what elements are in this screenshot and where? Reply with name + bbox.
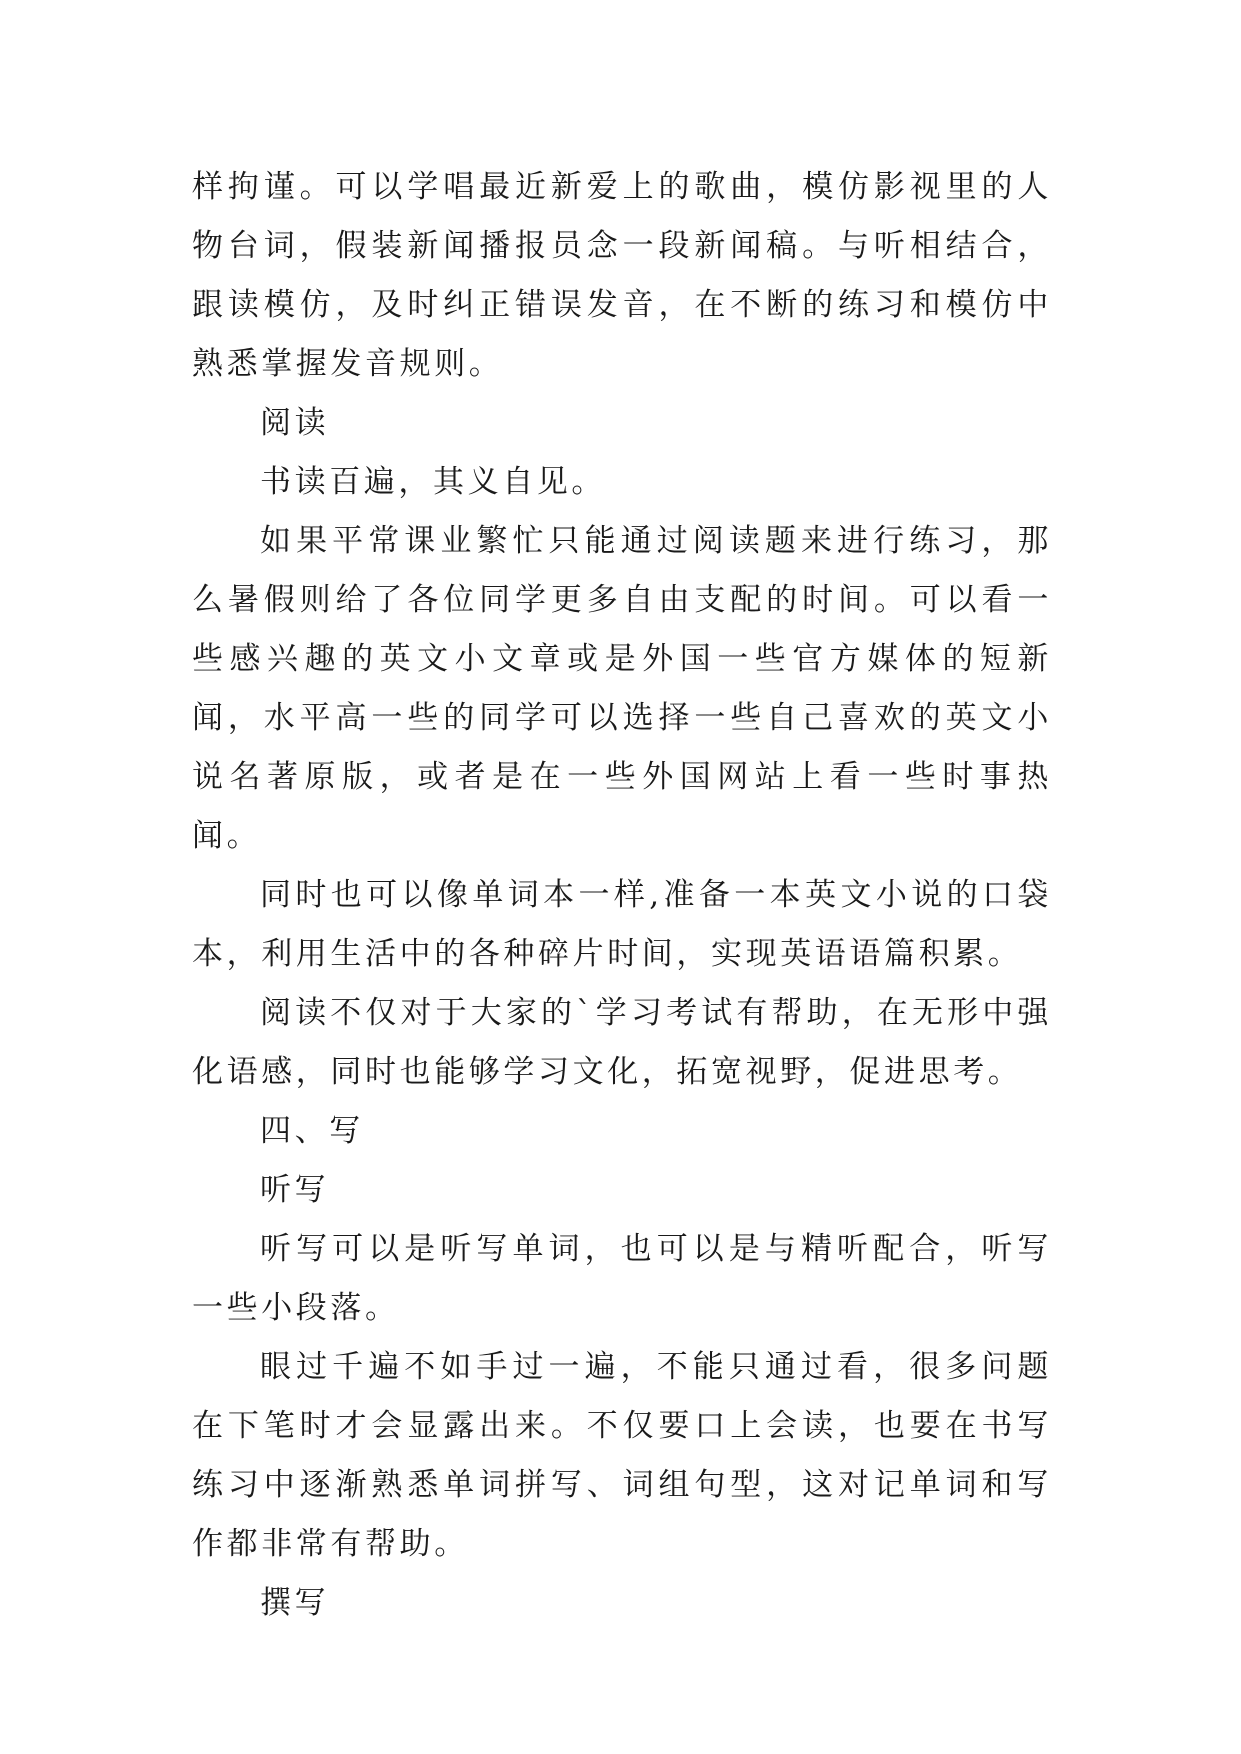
- paragraph-dictation: 听写可以是听写单词，也可以是与精听配合，听写一些小段落。: [192, 1231, 1052, 1326]
- paragraph-reading-practice: 如果平常课业繁忙只能通过阅读题来进行练习，那么暑假则给了各位同学更多自由支配的时间。可以看一些感兴趣的英文小文章或是外国一些官方媒体的短新闻，水平高一些的同学可以选择一些自己喜欢的英文小说名著原版，或者是在一些外国网站上看一些时事热闻。: [192, 523, 1052, 854]
- paragraph-handwriting-practice: 眼过千遍不如手过一遍，不能只通过看，很多问题在下笔时才会显露出来。不仅要口上会读，也要在书写练习中逐渐熟悉单词拼写、词组句型，这对记单词和写作都非常有帮助。: [192, 1349, 1052, 1562]
- subsection-heading-dictation: 听写: [260, 1172, 330, 1208]
- section-heading-reading: 阅读: [260, 405, 330, 441]
- document-body: [192, 158, 1052, 1633]
- section-heading-writing: 四、写: [260, 1113, 364, 1149]
- paragraph-proverb: 书读百遍，其义自见。: [260, 464, 606, 500]
- paragraph-continuation: 样拘谨。可以学唱最近新爱上的歌曲，模仿影视里的人物台词，假装新闻播报员念一段新闻稿。与听相结合，跟读模仿，及时纠正错误发音，在不断的练习和模仿中熟悉掌握发音规则。: [192, 169, 1052, 382]
- subsection-heading-composition: 撰写: [260, 1585, 330, 1621]
- paragraph-reading-benefits: 阅读不仅对于大家的`学习考试有帮助，在无形中强化语感，同时也能够学习文化，拓宽视野，促进思考。: [192, 995, 1052, 1090]
- paragraph-pocket-book: 同时也可以像单词本一样,准备一本英文小说的口袋本，利用生活中的各种碎片时间，实现英语语篇积累。: [192, 877, 1052, 972]
